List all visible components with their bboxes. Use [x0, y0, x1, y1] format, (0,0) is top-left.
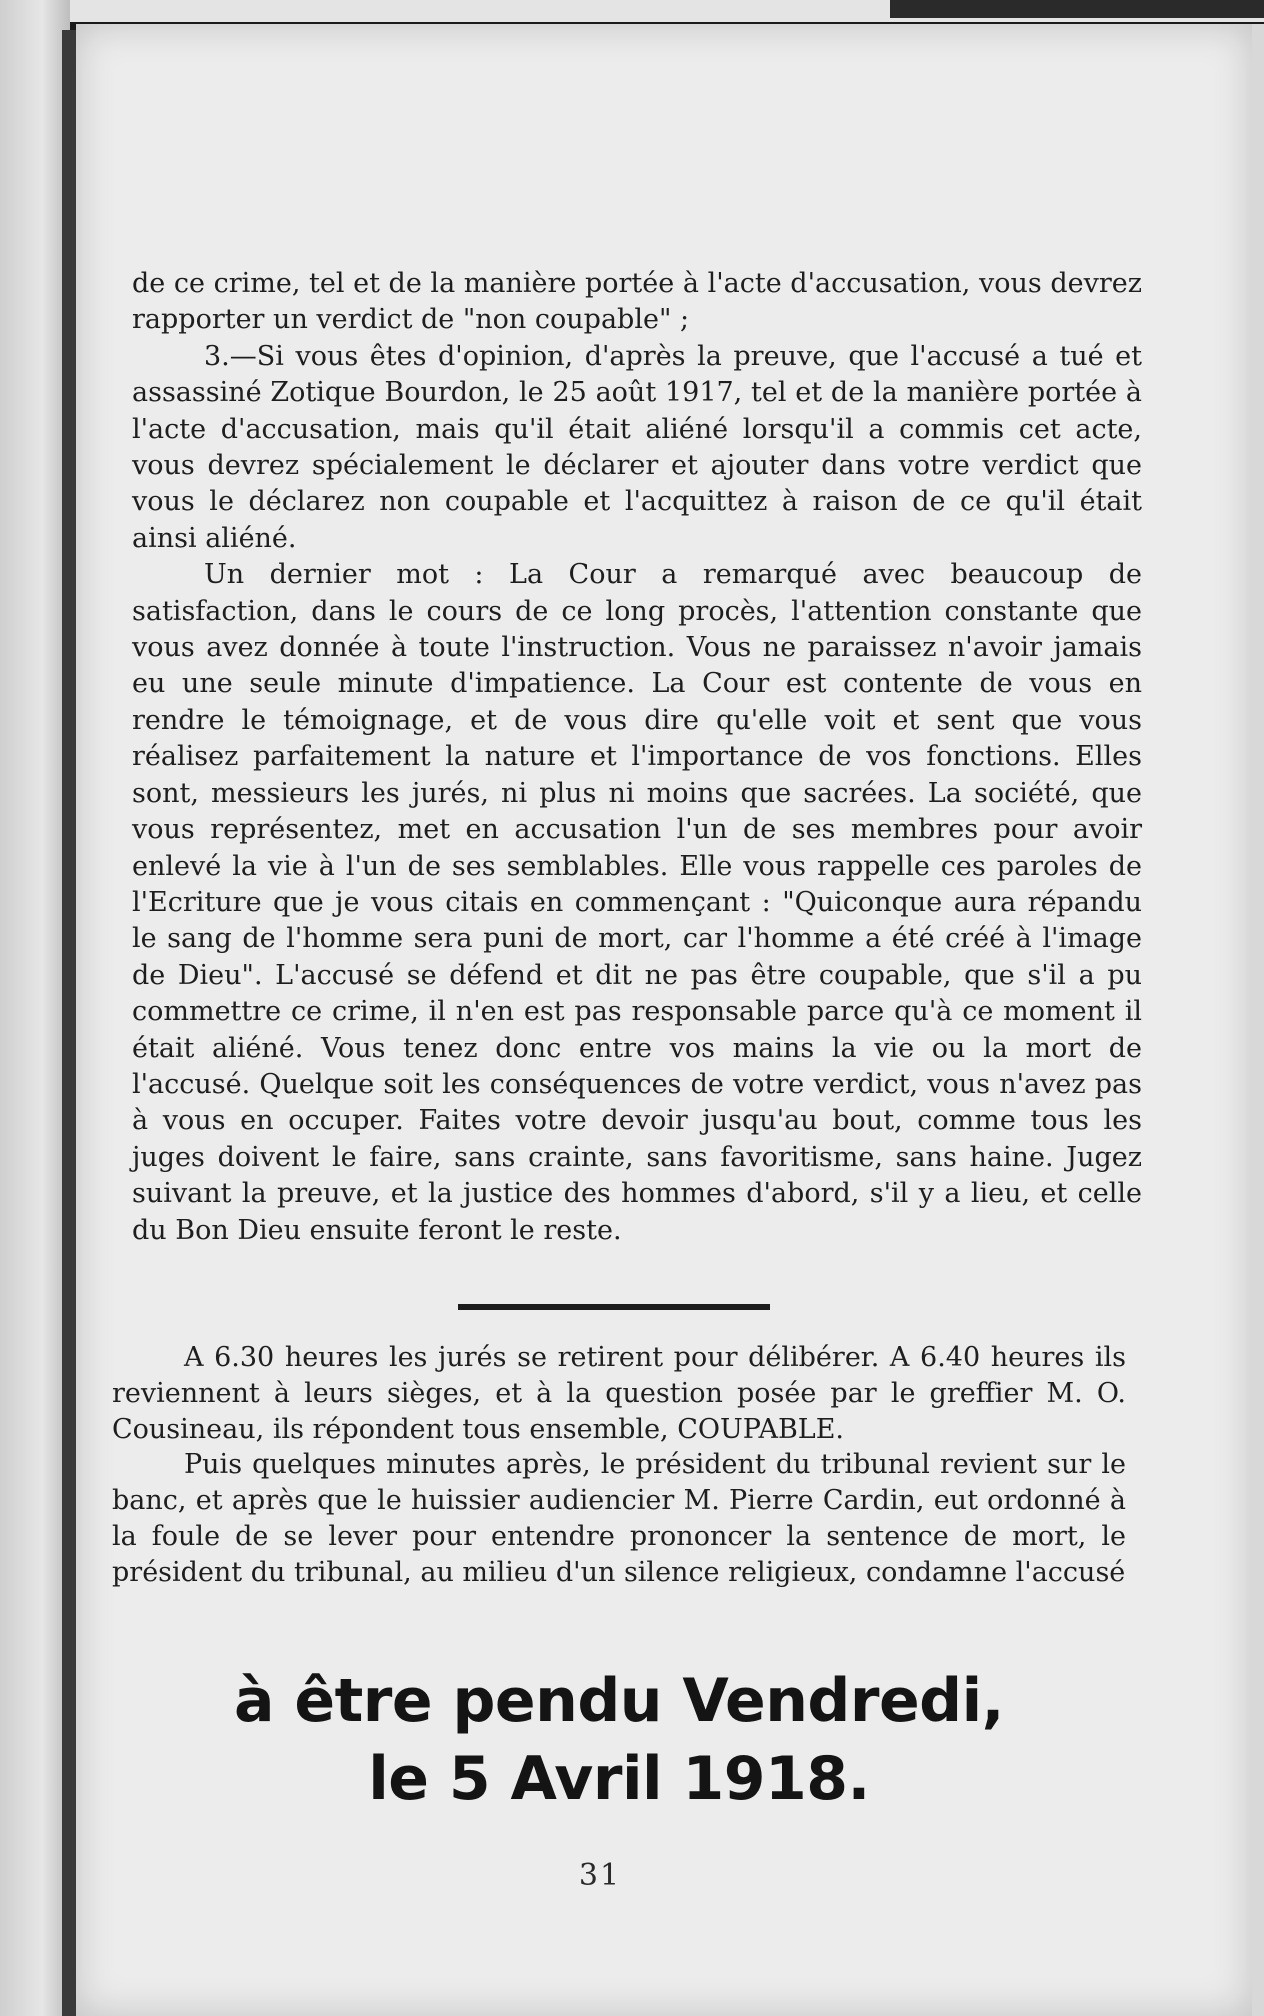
paragraph-dernier-mot: Un dernier mot : La Cour a remarqué avec beaucoup de satisfaction, dans le cours de ce long procès, l'attention constante que vous avez donnée à toute l'instruction. Vous ne paraissez n'avoir jamais eu une seule minute d'impatience. La Cour est contente de vous en rendre le témoignage, et de vous dire qu'elle voit et sent que vous réalisez parfaitement la nature et l'importance de vos fonctions. Elles sont, messieurs les jurés, ni plus ni moins que sacrées. La société, que vous représentez, met en accusation l'un de ses membres pour avoir enlevé la vie à l'un de ses semblables. Elle vous rappelle ces paroles de l'Ecriture que je vous citais en commençant : "Quiconque aura répandu le sang de l'homme sera puni de mort, car l'homme a été créé à l'image de Dieu". L'accusé se défend et dit ne pas être coupable, que s'il a pu commettre ce crime, il n'en est pas responsable parce qu'à ce moment il était aliéné. Vous tenez donc entre vos mains la vie ou la mort de l'accusé. Quelque soit les conséquences de votre verdict, vous n'avez pas à vous en occuper. Faites votre devoir jusqu'au bout, comme tous les juges doivent le faire, sans crainte, sans favoritisme, sans haine. Jugez suivant la preuve, et la justice des hommes d'abord, s'il y a lieu, et celle du Bon Dieu ensuite feront le reste. — [132, 559, 1142, 1246]
previous-page-edge — [0, 0, 70, 2016]
paragraph-sentence-intro: Puis quelques minutes après, le président du tribunal revient sur le banc, et après que le huissier audiencier M. Pierre Cardin, eut ordonné à la foule de se lever pour entendre prononcer la sentence de mort, le président du tribunal, au milieu d'un silence religieux, condamne l'accusé — [112, 1449, 1126, 1588]
body-text-top — [132, 266, 1142, 1249]
sentence-line-2: le 5 Avril 1918. — [368, 1744, 870, 1814]
paragraph-verdict: A 6.30 heures les jurés se retirent pour délibérer. A 6.40 heures ils reviennent à leurs sièges, et à la question posée par le greffier M. O. Cousineau, ils répondent tous ensemble, COUPABLE. — [112, 1342, 1126, 1445]
top-dark-band — [890, 0, 1264, 18]
section-divider-rule — [458, 1304, 770, 1310]
sentence-headline — [112, 1662, 1126, 1818]
book-gutter — [62, 30, 76, 2016]
sentence-line-1: à être pendu Vendredi, — [234, 1666, 1004, 1736]
body-text-bottom — [112, 1340, 1126, 1591]
page-right-edge — [1252, 24, 1264, 2016]
paragraph-point-3: 3.—Si vous êtes d'opinion, d'après la preuve, que l'accusé a tué et assassiné Zotique Bourdon, le 25 août 1917, tel et de la manière portée à l'acte d'accusation, mais qu'il était aliéné lorsqu'il a commis cet acte, vous devrez spécialement le déclarer et ajouter dans votre verdict que vous le déclarez non coupable et l'acquittez à raison de ce qu'il était ainsi aliéné. — [132, 340, 1142, 554]
page-number: 31 — [578, 1858, 622, 1893]
paragraph-continuation: de ce crime, tel et de la manière portée à l'acte d'accusation, vous devrez rapporter un verdict de "non coupable" ; — [132, 268, 1142, 336]
